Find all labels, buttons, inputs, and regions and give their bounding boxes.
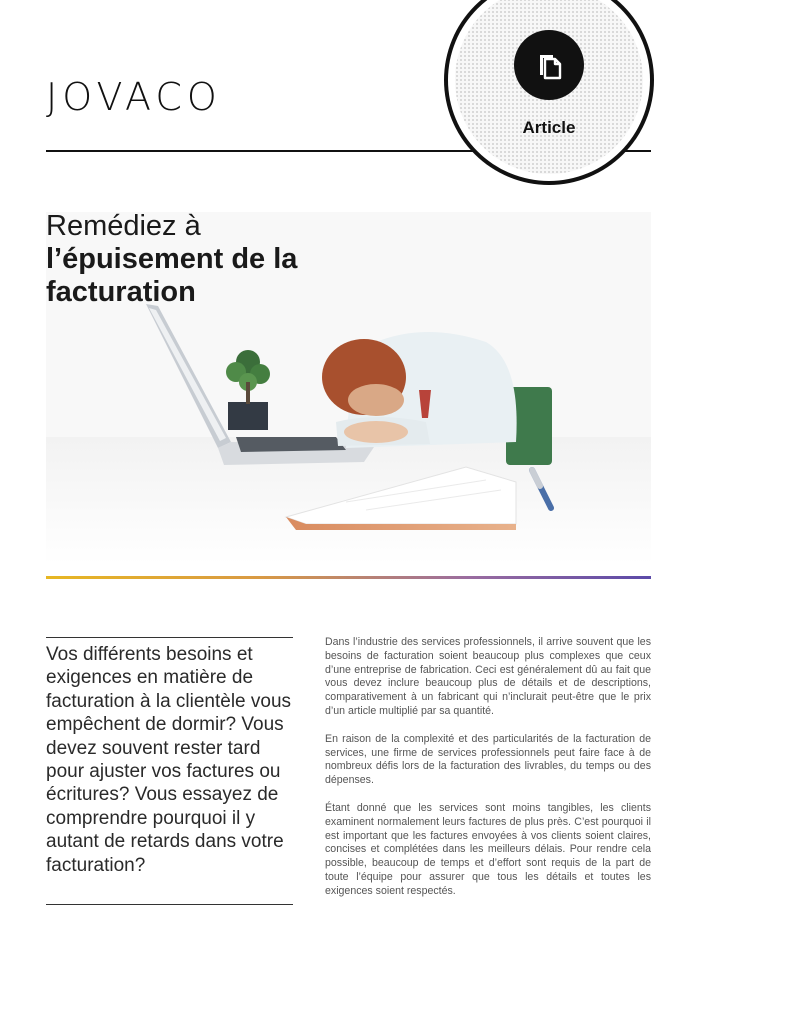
body-paragraph: Dans l’industrie des services professionnels, il arrive souvent que les besoins de facturation soient beaucoup plus complexes que ceux d’une entreprise de fabrication. Ceci est généralement dû au fait que vous devez inclure beaucoup plus de détails et de descriptions, comparativement à un fabricant qui n’inclurait peut-être que le prix d’un article multiplié par sa quantité. <box>325 636 651 717</box>
accent-divider <box>46 576 651 579</box>
body-text-column <box>325 636 651 913</box>
lead-top-rule <box>46 637 293 638</box>
article-title <box>46 210 346 309</box>
lead-paragraph: Vos différents besoins et exigences en matière de facturation à la clientèle vous empêchent de dormir? Vous devez souvent rester tard pour ajuster vos factures ou écritures? Vous essayez de comprendre pourquoi il y autant de retards dans votre facturation? <box>46 644 292 876</box>
document-copy-icon <box>514 30 584 100</box>
body-paragraph: Étant donné que les services sont moins tangibles, les clients examinent normalement leurs factures de plus près. C’est pourquoi il est important que les factures envoyées à vos clients soient claires, concises et complétées dans les meilleurs délais. Pour rendre cela possible, beaucoup de temps et d’effort sont requis de la part de toute l’équipe pour assurer que tous les détails et toutes les exigences soient respectés. <box>325 801 651 897</box>
lead-bottom-rule <box>46 904 293 905</box>
body-paragraph: En raison de la complexité et des particularités de la facturation de services, une firme de services professionnels peut faire face à de nombreux défis lors de la facturation des livrables, du temps ou des dépenses. <box>325 732 651 787</box>
brand-logo: JOVACO <box>46 75 222 119</box>
title-line-1: Remédiez à <box>46 210 201 242</box>
title-line-2: l’épuisement de la facturation <box>46 243 298 308</box>
badge-label: Article <box>522 118 576 137</box>
